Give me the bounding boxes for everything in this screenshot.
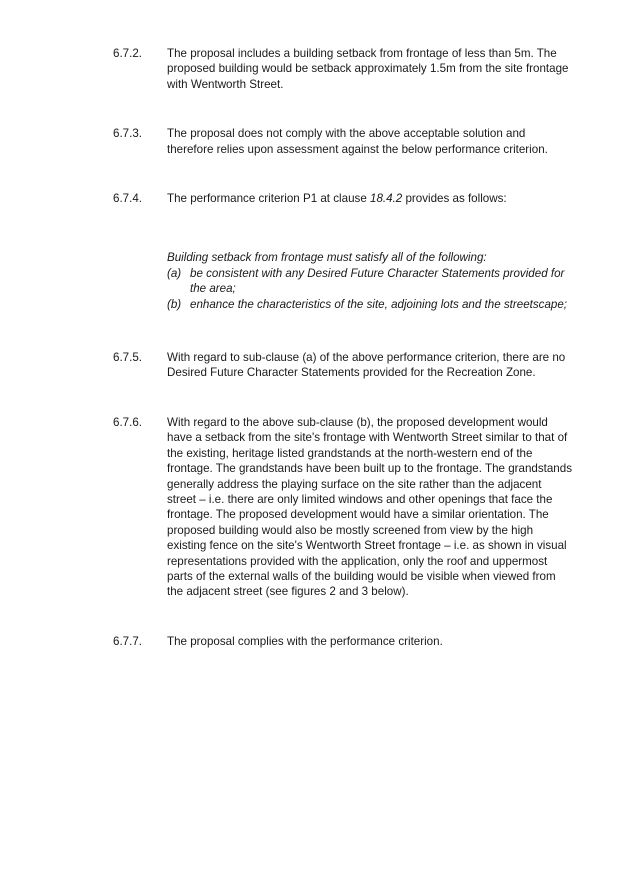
clause-text-after: provides as follows: bbox=[402, 192, 507, 206]
clause-6-7-6 bbox=[113, 415, 573, 600]
clause-text: With regard to sub-clause (a) of the above performance criterion, there are no Desired Future Character Statements provided for the Recreation Zone. bbox=[167, 351, 566, 380]
clause-reference: 18.4.2 bbox=[370, 192, 403, 206]
quotation-item bbox=[167, 297, 573, 312]
clause-text: The proposal includes a building setback from frontage of less than 5m. The proposed building would be setback approximately 1.5m from the site frontage with Wentworth Street. bbox=[167, 47, 569, 91]
clause-number: 6.7.2. bbox=[113, 47, 143, 60]
spacer bbox=[113, 113, 573, 126]
spacer bbox=[113, 621, 573, 634]
quotation-item-text: enhance the characteristics of the site, adjoining lots and the streetscape; bbox=[190, 297, 568, 311]
clause-text: The proposal complies with the performance criterion. bbox=[167, 634, 443, 648]
quotation-lead-in: Building setback from frontage must satisfy all of the following: bbox=[167, 251, 487, 265]
quotation-list bbox=[167, 266, 573, 312]
quotation-marker: (b) bbox=[167, 297, 182, 311]
performance-criterion-quotation bbox=[167, 227, 573, 312]
spacer bbox=[113, 334, 573, 350]
clause-number: 6.7.3. bbox=[113, 127, 143, 141]
spacer bbox=[113, 178, 573, 191]
clause-text-before: The performance criterion P1 at clause bbox=[167, 192, 370, 206]
clause-number: 6.7.6. bbox=[113, 415, 143, 429]
clause-text bbox=[167, 191, 573, 206]
clause-number: 6.7.4. bbox=[113, 192, 143, 206]
clause-text: The proposal does not comply with the above acceptable solution and therefore relies upon assessment against the below performance criterion. bbox=[167, 127, 548, 156]
clause-6-7-2 bbox=[113, 46, 573, 92]
quotation-item-text: be consistent with any Desired Future Character Statements provided for the area; bbox=[190, 266, 565, 296]
clause-number: 6.7.7. bbox=[113, 634, 143, 648]
document-body bbox=[113, 46, 573, 670]
clause-text: With regard to the above sub-clause (b), the proposed development would have a setback from the site's frontage with Wentworth Street similar to that of the existing, heritage listed grandstands at the north-western end of the frontage. The grandstands have been built up to the frontage. The grandstands generally address the playing surface on the site rather than the adjacent street – i.e. there are only limited windows and other openings that face the frontage. The proposed development would have a similar orientation. The proposed building would also be mostly screened from view by the high existing fence on the site's Wentworth Street frontage – i.e. as shown in visual representations provided with the application, only the roof and uppermost parts of the external walls of the building would be visible when viewed from the adjacent street (see figures 2 and 3 below). bbox=[167, 415, 572, 599]
clause-6-7-5 bbox=[113, 350, 573, 381]
quotation-marker: (a) bbox=[167, 266, 182, 280]
clause-6-7-7 bbox=[113, 634, 573, 649]
clause-6-7-3 bbox=[113, 126, 573, 157]
spacer bbox=[113, 402, 573, 415]
quotation-item bbox=[167, 266, 573, 297]
clause-6-7-4 bbox=[113, 191, 573, 206]
clause-number: 6.7.5. bbox=[113, 351, 143, 365]
